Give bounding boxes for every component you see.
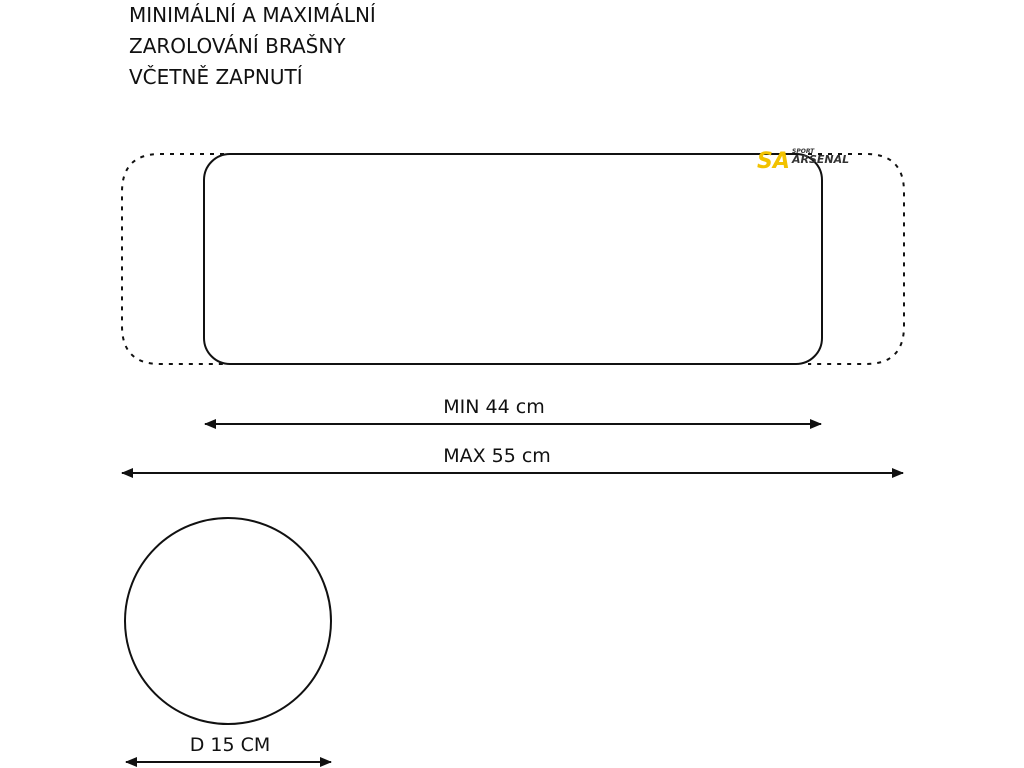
logo-small-text: SPORT: [792, 148, 815, 155]
title-line-1: MINIMÁLNÍ A MAXIMÁLNÍ: [129, 3, 376, 27]
logo-text: ARSENAL: [792, 153, 850, 166]
logo-mark: SA: [757, 149, 790, 174]
title-line-2: ZAROLOVÁNÍ BRAŠNY: [129, 34, 346, 58]
brand-logo: [757, 148, 849, 174]
diameter-label: D 15 CM: [189, 734, 271, 756]
title-line-3: VČETNĚ ZAPNUTÍ: [129, 65, 303, 89]
max-length-label: MAX 55 cm: [443, 445, 551, 467]
bag-cross-section: [125, 518, 331, 724]
bag-max-outline: [122, 154, 904, 364]
min-length-label: MIN 44 cm: [443, 396, 545, 418]
bag-min-outline: [204, 154, 822, 364]
